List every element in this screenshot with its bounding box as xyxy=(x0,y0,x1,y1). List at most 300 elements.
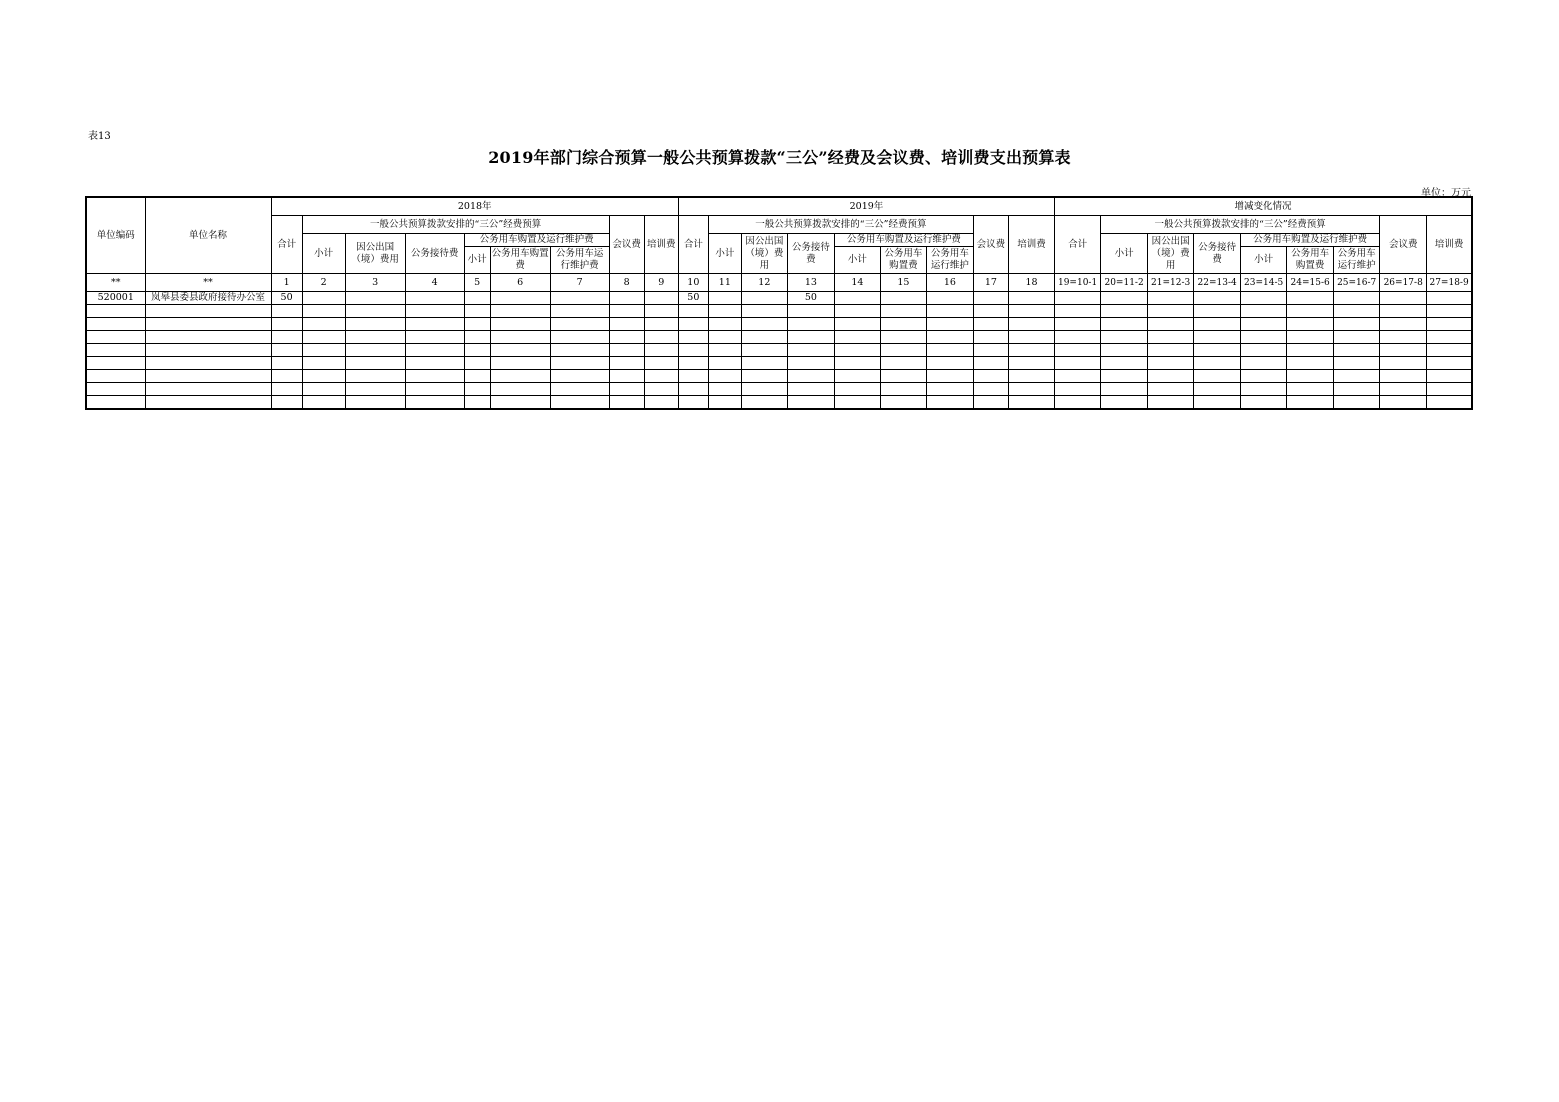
data-cell xyxy=(490,331,550,344)
total-change-header: 合计 xyxy=(1055,216,1101,274)
data-cell xyxy=(145,344,271,357)
data-cell xyxy=(708,305,741,318)
data-cell xyxy=(1287,383,1334,396)
training-2018-header: 培训费 xyxy=(644,216,678,274)
sangong-change-header: 一般公共预算拨款安排的“三公”经费预算 xyxy=(1101,216,1380,234)
data-cell xyxy=(787,357,834,370)
data-cell xyxy=(741,331,787,344)
data-cell xyxy=(834,370,880,383)
index-cell: ** xyxy=(86,274,145,292)
data-cell xyxy=(1427,344,1472,357)
meeting-2019-header: 会议费 xyxy=(973,216,1008,274)
data-cell xyxy=(86,357,145,370)
data-cell xyxy=(405,344,464,357)
data-cell xyxy=(644,292,678,305)
data-cell xyxy=(1334,344,1380,357)
data-cell xyxy=(678,357,708,370)
abroad-change-header: 因公出国（境）费用 xyxy=(1148,234,1194,274)
data-cell xyxy=(1055,305,1101,318)
vehicle-sub-2018-header: 小计 xyxy=(464,247,490,274)
data-cell xyxy=(880,331,926,344)
data-cell xyxy=(550,318,609,331)
data-cell xyxy=(1148,331,1194,344)
data-cell xyxy=(1008,383,1054,396)
data-cell xyxy=(973,396,1008,410)
data-cell xyxy=(1055,331,1101,344)
data-cell xyxy=(880,318,926,331)
data-cell xyxy=(1287,292,1334,305)
data-cell xyxy=(973,383,1008,396)
index-cell: 10 xyxy=(678,274,708,292)
data-cell xyxy=(1427,383,1472,396)
data-cell xyxy=(145,357,271,370)
vehicle-operation-2019-header: 公务用车运行维护 xyxy=(926,247,973,274)
index-cell: 3 xyxy=(345,274,405,292)
data-cell xyxy=(880,383,926,396)
data-cell xyxy=(644,344,678,357)
index-cell: 23=14-5 xyxy=(1241,274,1287,292)
vehicle-change-header: 公务用车购置及运行维护费 xyxy=(1241,234,1380,247)
data-cell xyxy=(1241,292,1287,305)
data-cell xyxy=(1101,357,1148,370)
data-cell xyxy=(550,305,609,318)
data-cell xyxy=(926,383,973,396)
data-cell xyxy=(464,370,490,383)
header-row-2 xyxy=(86,216,1472,234)
data-cell xyxy=(880,305,926,318)
data-cell xyxy=(708,292,741,305)
data-cell xyxy=(1194,344,1241,357)
reception-2019-cell: 50 xyxy=(787,292,834,305)
data-cell xyxy=(926,357,973,370)
index-cell: 27=18-9 xyxy=(1427,274,1472,292)
unit-code-cell: 520001 xyxy=(86,292,145,305)
index-cell: 19=10-1 xyxy=(1055,274,1101,292)
data-cell xyxy=(1148,383,1194,396)
table-row xyxy=(86,396,1472,410)
data-cell xyxy=(1194,396,1241,410)
data-cell xyxy=(1101,396,1148,410)
data-cell xyxy=(1334,370,1380,383)
data-cell xyxy=(405,305,464,318)
data-cell xyxy=(1287,305,1334,318)
meeting-2018-header: 会议费 xyxy=(609,216,644,274)
data-cell xyxy=(1008,318,1054,331)
data-cell xyxy=(1148,396,1194,410)
table-row xyxy=(86,370,1472,383)
data-cell xyxy=(345,344,405,357)
data-cell xyxy=(1241,370,1287,383)
vehicle-purchase-2019-header: 公务用车购置费 xyxy=(880,247,926,274)
data-cell xyxy=(678,344,708,357)
data-cell xyxy=(271,357,302,370)
data-cell xyxy=(834,305,880,318)
data-cell xyxy=(1194,370,1241,383)
unit-name-cell: 岚皋县委县政府接待办公室 xyxy=(145,292,271,305)
data-cell xyxy=(926,396,973,410)
data-cell xyxy=(708,331,741,344)
data-cell xyxy=(1055,344,1101,357)
data-cell xyxy=(490,370,550,383)
data-cell xyxy=(787,383,834,396)
data-cell xyxy=(708,318,741,331)
data-cell xyxy=(609,370,644,383)
data-cell xyxy=(973,357,1008,370)
data-cell xyxy=(741,305,787,318)
index-cell: 24=15-6 xyxy=(1287,274,1334,292)
data-cell xyxy=(644,396,678,410)
data-cell xyxy=(926,344,973,357)
data-cell xyxy=(1334,357,1380,370)
data-cell xyxy=(678,331,708,344)
index-cell: 14 xyxy=(834,274,880,292)
data-cell xyxy=(271,305,302,318)
data-cell xyxy=(550,331,609,344)
data-cell xyxy=(708,370,741,383)
data-cell xyxy=(86,370,145,383)
data-cell xyxy=(1148,305,1194,318)
data-cell xyxy=(880,357,926,370)
data-cell xyxy=(1194,318,1241,331)
data-cell xyxy=(1287,344,1334,357)
data-cell xyxy=(1194,292,1241,305)
data-cell xyxy=(741,383,787,396)
data-cell xyxy=(345,370,405,383)
data-cell xyxy=(973,305,1008,318)
data-cell xyxy=(1334,383,1380,396)
data-cell xyxy=(302,331,345,344)
data-cell xyxy=(741,370,787,383)
table-row xyxy=(86,344,1472,357)
data-cell xyxy=(678,370,708,383)
data-cell xyxy=(1055,396,1101,410)
data-cell xyxy=(741,292,787,305)
data-cell xyxy=(609,383,644,396)
table-row xyxy=(86,357,1472,370)
data-cell xyxy=(1427,396,1472,410)
data-cell xyxy=(609,331,644,344)
data-cell xyxy=(1287,331,1334,344)
data-cell xyxy=(345,305,405,318)
data-cell xyxy=(644,305,678,318)
data-cell xyxy=(973,318,1008,331)
data-cell xyxy=(490,383,550,396)
data-cell xyxy=(787,305,834,318)
data-cell xyxy=(1055,370,1101,383)
data-cell xyxy=(345,357,405,370)
year-2018-header: 2018年 xyxy=(271,197,678,216)
data-cell xyxy=(880,292,926,305)
data-cell xyxy=(1055,357,1101,370)
index-cell: 11 xyxy=(708,274,741,292)
data-cell xyxy=(644,331,678,344)
index-cell: 26=17-8 xyxy=(1380,274,1427,292)
data-cell xyxy=(1241,305,1287,318)
vehicle-2018-header: 公务用车购置及运行维护费 xyxy=(464,234,609,247)
data-cell xyxy=(1380,292,1427,305)
table-row xyxy=(86,383,1472,396)
data-cell xyxy=(926,331,973,344)
vehicle-purchase-2018-header: 公务用车购置费 xyxy=(490,247,550,274)
data-cell xyxy=(834,344,880,357)
data-cell xyxy=(834,318,880,331)
data-cell xyxy=(490,344,550,357)
data-cell xyxy=(1008,292,1054,305)
data-cell xyxy=(345,292,405,305)
data-cell xyxy=(1380,370,1427,383)
table-row xyxy=(86,318,1472,331)
data-cell xyxy=(973,292,1008,305)
data-cell xyxy=(405,318,464,331)
index-cell: 16 xyxy=(926,274,973,292)
data-cell xyxy=(1427,370,1472,383)
index-cell: 1 xyxy=(271,274,302,292)
data-cell xyxy=(302,383,345,396)
data-cell xyxy=(926,292,973,305)
vehicle-sub-2019-header: 小计 xyxy=(834,247,880,274)
data-cell xyxy=(345,396,405,410)
data-cell xyxy=(464,318,490,331)
vehicle-operation-2018-header: 公务用车运行维护费 xyxy=(550,247,609,274)
data-cell xyxy=(1380,344,1427,357)
unit-name-header: 单位名称 xyxy=(145,197,271,274)
data-cell xyxy=(1194,383,1241,396)
vehicle-purchase-change-header: 公务用车购置费 xyxy=(1287,247,1334,274)
data-cell xyxy=(678,305,708,318)
training-change-header: 培训费 xyxy=(1427,216,1472,274)
index-cell: 13 xyxy=(787,274,834,292)
data-cell xyxy=(708,396,741,410)
data-cell xyxy=(708,383,741,396)
data-cell xyxy=(644,357,678,370)
data-cell xyxy=(1287,396,1334,410)
table-row xyxy=(86,331,1472,344)
data-cell xyxy=(1427,318,1472,331)
data-cell xyxy=(145,305,271,318)
data-cell xyxy=(550,344,609,357)
data-cell xyxy=(145,318,271,331)
data-cell xyxy=(345,331,405,344)
data-cell xyxy=(550,292,609,305)
data-cell xyxy=(1101,318,1148,331)
data-cell xyxy=(1380,357,1427,370)
data-cell xyxy=(490,318,550,331)
data-cell xyxy=(86,383,145,396)
data-cell xyxy=(145,396,271,410)
data-cell xyxy=(86,305,145,318)
data-cell xyxy=(609,305,644,318)
data-cell xyxy=(1241,396,1287,410)
reception-2019-header: 公务接待费 xyxy=(787,234,834,274)
data-cell xyxy=(926,318,973,331)
data-cell xyxy=(644,370,678,383)
data-cell xyxy=(405,357,464,370)
total-2019-header: 合计 xyxy=(678,216,708,274)
data-cell xyxy=(271,318,302,331)
data-cell xyxy=(1380,318,1427,331)
data-cell xyxy=(834,396,880,410)
data-cell xyxy=(302,318,345,331)
data-cell xyxy=(1008,357,1054,370)
index-cell: 18 xyxy=(1008,274,1054,292)
data-cell xyxy=(302,357,345,370)
data-cell xyxy=(550,357,609,370)
data-cell xyxy=(1334,305,1380,318)
data-cell xyxy=(834,331,880,344)
data-cell xyxy=(271,383,302,396)
data-cell xyxy=(1241,318,1287,331)
sangong-2018-header: 一般公共预算拨款安排的“三公”经费预算 xyxy=(302,216,609,234)
data-cell xyxy=(490,357,550,370)
data-cell xyxy=(1380,305,1427,318)
data-cell xyxy=(1148,344,1194,357)
data-cell xyxy=(926,305,973,318)
data-cell xyxy=(708,344,741,357)
data-cell xyxy=(787,396,834,410)
data-cell xyxy=(1241,344,1287,357)
data-cell xyxy=(302,396,345,410)
data-cell xyxy=(1334,396,1380,410)
data-cell xyxy=(145,370,271,383)
data-cell xyxy=(1148,292,1194,305)
abroad-2019-header: 因公出国（境）费用 xyxy=(741,234,787,274)
data-cell xyxy=(880,344,926,357)
index-cell: 7 xyxy=(550,274,609,292)
data-cell xyxy=(1427,305,1472,318)
data-cell xyxy=(1101,370,1148,383)
year-2019-header: 2019年 xyxy=(678,197,1054,216)
data-cell xyxy=(1427,331,1472,344)
data-cell xyxy=(464,305,490,318)
data-cell xyxy=(1194,357,1241,370)
data-cell xyxy=(302,292,345,305)
data-cell xyxy=(1334,292,1380,305)
data-cell xyxy=(609,357,644,370)
data-cell xyxy=(787,331,834,344)
data-cell xyxy=(926,370,973,383)
total-2018-header: 合计 xyxy=(271,216,302,274)
data-cell xyxy=(464,292,490,305)
data-cell xyxy=(405,370,464,383)
data-cell xyxy=(1334,331,1380,344)
data-cell xyxy=(1287,357,1334,370)
data-cell xyxy=(1101,331,1148,344)
index-cell: 6 xyxy=(490,274,550,292)
data-cell xyxy=(678,396,708,410)
data-cell xyxy=(1194,331,1241,344)
data-cell xyxy=(86,344,145,357)
data-cell xyxy=(86,318,145,331)
data-cell xyxy=(834,292,880,305)
data-cell xyxy=(271,370,302,383)
data-cell xyxy=(550,396,609,410)
data-cell xyxy=(973,370,1008,383)
data-cell xyxy=(1241,357,1287,370)
vehicle-sub-change-header: 小计 xyxy=(1241,247,1287,274)
data-cell xyxy=(787,370,834,383)
data-cell xyxy=(1241,383,1287,396)
data-cell xyxy=(741,396,787,410)
index-cell: ** xyxy=(145,274,271,292)
index-cell: 5 xyxy=(464,274,490,292)
data-cell xyxy=(834,357,880,370)
index-cell: 20=11-2 xyxy=(1101,274,1148,292)
header-row-1 xyxy=(86,197,1472,216)
data-cell xyxy=(1101,305,1148,318)
data-cell xyxy=(490,396,550,410)
data-cell xyxy=(550,383,609,396)
sangong-2019-header: 一般公共预算拨款安排的“三公”经费预算 xyxy=(708,216,973,234)
index-cell: 9 xyxy=(644,274,678,292)
column-index-row xyxy=(86,274,1472,292)
data-cell xyxy=(787,344,834,357)
data-cell xyxy=(1008,370,1054,383)
reception-change-header: 公务接待费 xyxy=(1194,234,1241,274)
data-cell xyxy=(1055,383,1101,396)
data-cell xyxy=(271,396,302,410)
data-cell xyxy=(345,383,405,396)
subtotal-change-header: 小计 xyxy=(1101,234,1148,274)
meeting-change-header: 会议费 xyxy=(1380,216,1427,274)
data-cell xyxy=(1008,331,1054,344)
data-cell xyxy=(1287,370,1334,383)
data-cell xyxy=(741,344,787,357)
budget-table xyxy=(85,196,1473,410)
data-cell xyxy=(405,396,464,410)
vehicle-2019-header: 公务用车购置及运行维护费 xyxy=(834,234,973,247)
data-cell xyxy=(1008,396,1054,410)
data-cell xyxy=(405,331,464,344)
unit-label: 单位：万元 xyxy=(1421,188,1471,199)
data-cell xyxy=(1427,357,1472,370)
data-cell xyxy=(609,292,644,305)
vehicle-operation-change-header: 公务用车运行维护 xyxy=(1334,247,1380,274)
data-cell xyxy=(271,344,302,357)
data-cell xyxy=(1287,318,1334,331)
data-cell xyxy=(490,305,550,318)
data-cell xyxy=(1055,318,1101,331)
data-cell xyxy=(490,292,550,305)
data-cell xyxy=(1194,305,1241,318)
data-cell xyxy=(609,344,644,357)
data-cell xyxy=(405,292,464,305)
data-cell xyxy=(1008,305,1054,318)
data-cell xyxy=(145,331,271,344)
change-header: 增减变化情况 xyxy=(1055,197,1472,216)
total-2019-cell: 50 xyxy=(678,292,708,305)
unit-code-header: 单位编码 xyxy=(86,197,145,274)
subtotal-2019-header: 小计 xyxy=(708,234,741,274)
data-cell xyxy=(1334,318,1380,331)
data-cell xyxy=(464,344,490,357)
data-cell xyxy=(973,344,1008,357)
index-cell: 17 xyxy=(973,274,1008,292)
table-number-label: 表13 xyxy=(88,131,111,142)
data-cell xyxy=(609,318,644,331)
index-cell: 12 xyxy=(741,274,787,292)
data-cell xyxy=(741,318,787,331)
index-cell: 22=13-4 xyxy=(1194,274,1241,292)
data-cell xyxy=(880,370,926,383)
document-title: 2019年部门综合预算一般公共预算拨款“三公”经费及会议费、培训费支出预算表 xyxy=(488,148,1071,167)
data-cell xyxy=(271,331,302,344)
data-cell xyxy=(464,357,490,370)
data-cell xyxy=(1101,383,1148,396)
data-cell xyxy=(1241,331,1287,344)
data-cell xyxy=(302,344,345,357)
training-2019-header: 培训费 xyxy=(1008,216,1054,274)
data-cell xyxy=(1008,344,1054,357)
